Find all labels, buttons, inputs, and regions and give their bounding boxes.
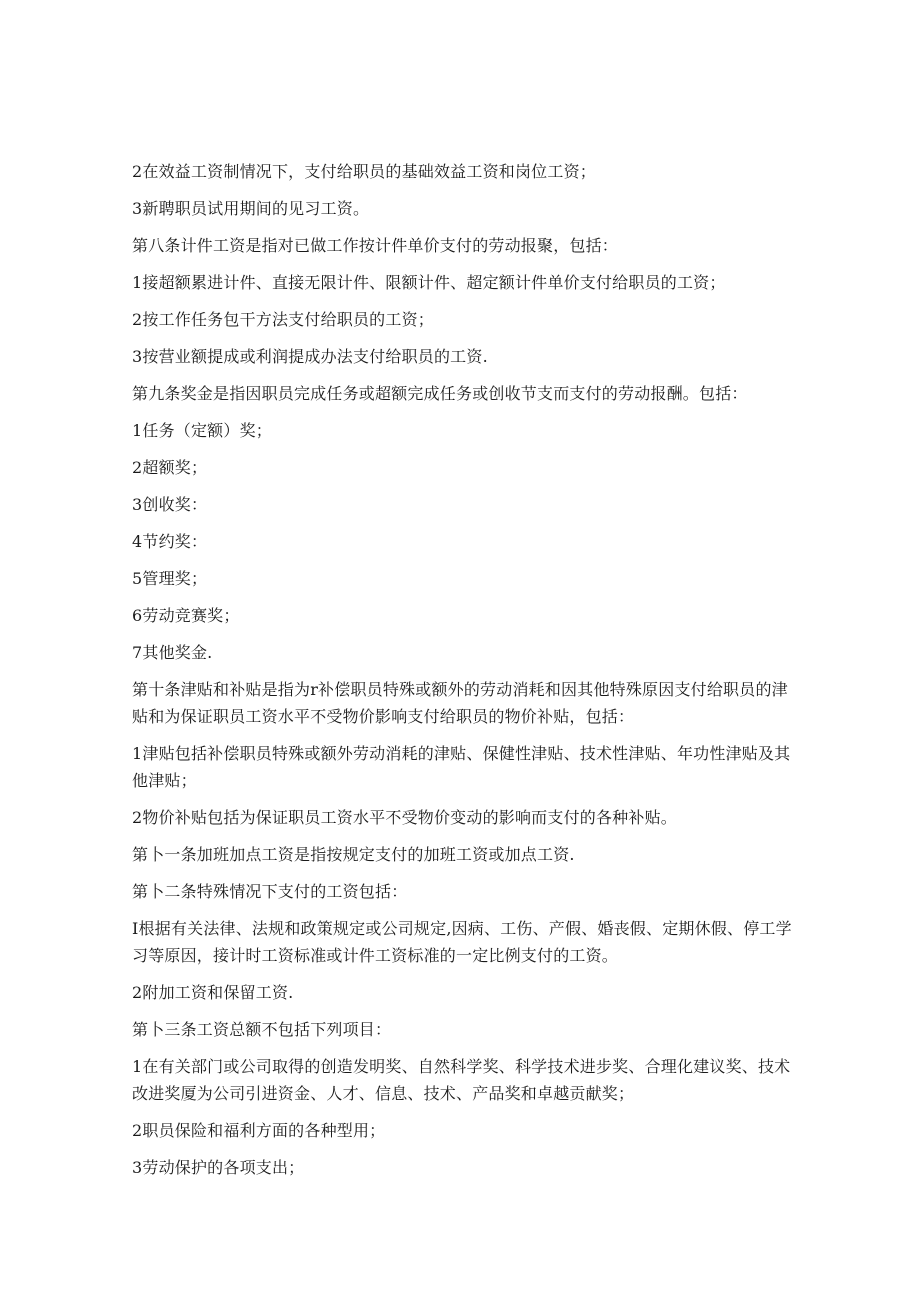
paragraph: 2附加工资和保留工资. [132, 983, 294, 1002]
article-heading: 第八条计件工资是指对已做工作按计件单价支付的劳动报聚，包括： [132, 236, 619, 255]
paragraph: 1接超额累进计件、直接无限计件、限额计件、超定额计件单价支付给职员的工资； [132, 273, 726, 292]
paragraph: 1在有关部门或公司取得的创造发明奖、自然科学奖、科学技术进步奖、合理化建议奖、技术改进奖厦为公司引进资金、人才、信息、技术、产品奖和卓越贡献奖； [132, 1057, 791, 1103]
article-heading: 第九条奖金是指因职员完成任务或超额完成任务或创收节支而支付的劳动报酬。包括： [132, 384, 748, 403]
paragraph: 2超额奖； [132, 458, 208, 477]
article-heading: 第卜二条特殊情况下支付的工资包括： [132, 882, 408, 901]
paragraph: 2在效益工资制情况下，支付给职员的基础效益工资和岗位工资； [132, 162, 596, 181]
paragraph: 1任务（定额）奖； [132, 421, 272, 440]
paragraph: 2按工作任务包干方法支付给职员的工资； [132, 310, 434, 329]
article-heading: 第十条津贴和补贴是指为r补偿职员特殊或额外的劳动消耗和因其他特殊原因支付给职员的津贴和为保证职员工资水平不受物价影响支付给职员的物价补贴，包括： [132, 680, 788, 726]
article-heading: 第卜三条工资总额不包括下列项目： [132, 1020, 392, 1039]
paragraph: 5管理奖； [132, 569, 208, 588]
paragraph: 3按营业额提成或利润提成办法支付给职员的工资. [132, 347, 488, 366]
paragraph: 4节约奖： [132, 532, 208, 551]
paragraph: I根据有关法律、法规和政策规定或公司规定,因病、工伤、产假、婚丧假、定期休假、停工学习等原因，接计时工资标准或计件工资标准的一定比例支付的工资。 [132, 919, 792, 965]
paragraph: 3新聘职员试用期间的见习工资。 [132, 199, 370, 218]
article-heading: 第卜一条加班加点工资是指按规定支付的加班工资或加点工资. [132, 845, 575, 864]
paragraph: 2职员保险和福利方面的各种型用； [132, 1121, 386, 1140]
paragraph: 7其他奖金. [132, 643, 213, 662]
paragraph: 3劳动保护的各项支出； [132, 1158, 305, 1177]
paragraph: 1津贴包括补偿职员特殊或额外劳动消耗的津贴、保健性津贴、技术性津贴、年功性津贴及其他津贴； [132, 744, 791, 790]
document-body [132, 158, 797, 1191]
paragraph: 6劳动竞赛奖； [132, 606, 240, 625]
paragraph: 3创收奖： [132, 495, 208, 514]
paragraph: 2物价补贴包括为保证职员工资水平不受物价变动的影响而支付的各种补贴。 [132, 808, 677, 827]
